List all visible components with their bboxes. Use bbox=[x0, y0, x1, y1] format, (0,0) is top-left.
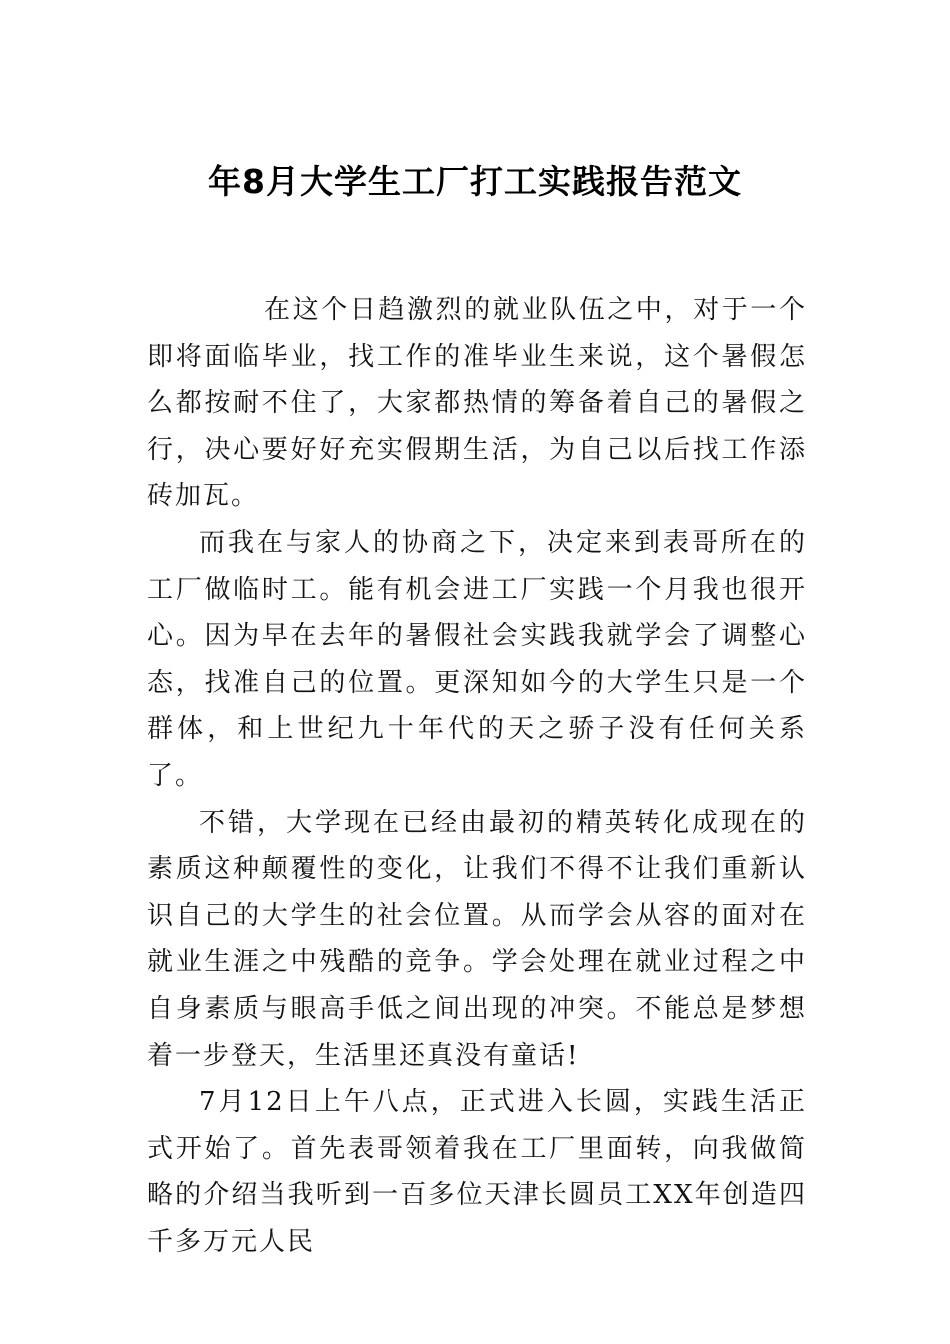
paragraph-2: 而我在与家人的协商之下，决定来到表哥所在的工厂做临时工。能有机会进工厂实践一个月我也很开心。因为早在去年的暑假社会实践我就学会了调整心态，找准自己的位置。更深知如今的大学生只是一个群体，和上世纪九十年代的天之骄子没有任何关系了。 bbox=[147, 527, 807, 791]
paragraph-1: 在这个日趋激烈的就业队伍之中，对于一个即将面临毕业，找工作的准毕业生来说，这个暑假怎么都按耐不住了，大家都热情的筹备着自己的暑假之行，决心要好好充实假期生活，为自己以后找工作添砖加瓦。 bbox=[147, 295, 807, 512]
paragraph-4: 7月12日上午八点，正式进入长圆，实践生活正式开始了。首先表哥领着我在工厂里面转，向我做简略的介绍当我听到一百多位天津长圆员工XX年创造四千多万元人民 bbox=[147, 1087, 807, 1257]
document-title: 年8月大学生工厂打工实践报告范文 bbox=[208, 162, 742, 201]
paragraph-3: 不错，大学现在已经由最初的精英转化成现在的素质这种颠覆性的变化，让我们不得不让我们重新认识自己的大学生的社会位置。从而学会从容的面对在就业生涯之中残酷的竞争。学会处理在就业过程之中自身素质与眼高手低之间出现的冲突。不能总是梦想着一步登天，生活里还真没有童话! bbox=[147, 807, 807, 1071]
document-body bbox=[147, 287, 807, 1265]
